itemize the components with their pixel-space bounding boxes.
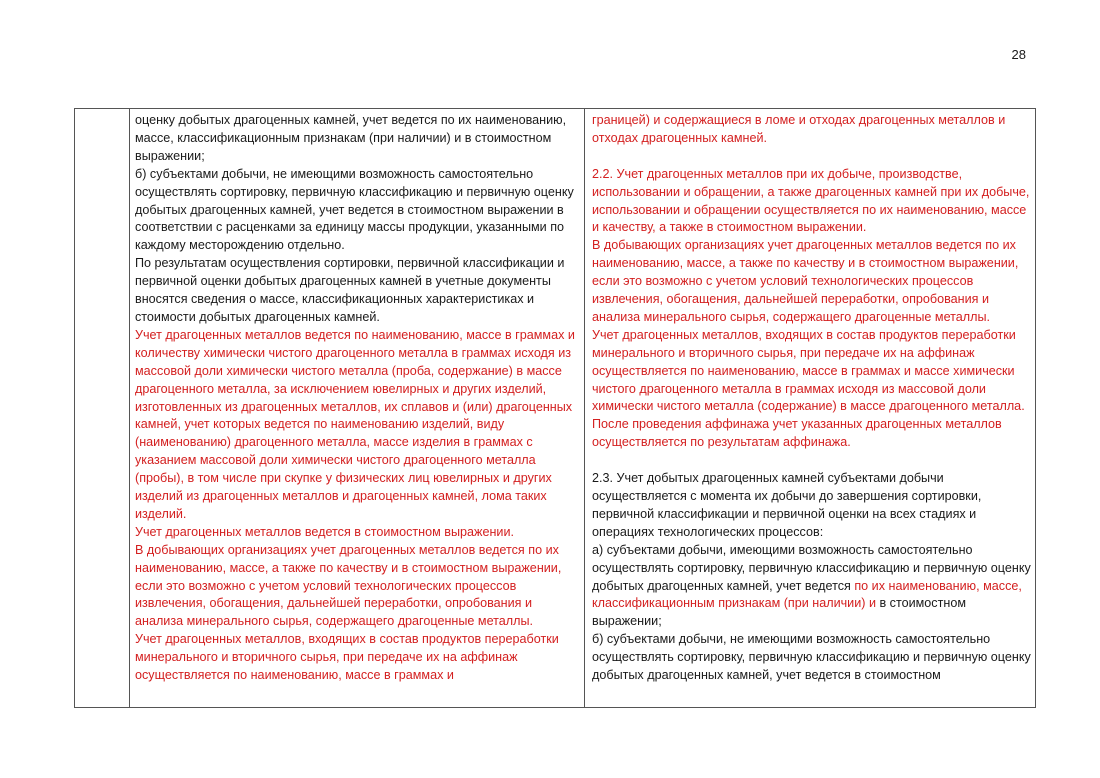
paragraph-text: Учет драгоценных металлов, входящих в состав продуктов переработки минерального и вторичного сырья, при передаче их на аффинаж осуществляется по наименованию, массе в граммах и: [135, 632, 559, 683]
comparison-table: [74, 108, 1036, 708]
paragraph-text: Учет драгоценных металлов ведется по наименованию, массе в граммах и количеству химически чистого драгоценного металла в граммах исходя из массовой доли химически чистого металла (проба, содержание) в массе драгоценного металла, за исключением ювелирных и других изделий, изготовленных из драгоценных металлов, их сплавов и (или) драгоценных камней, учет которых ведется по наименованию изделий, виду (наименованию) драгоценного металла, массе изделия в граммах с указанием массовой доли химически чистого драгоценного металла (пробы), в том числе при скупке у физических лиц ювелирных и других изделий из драгоценных металлов и драгоценных камней, лома таких изделий.: [135, 327, 575, 521]
table-paragraph: [135, 327, 580, 524]
table-paragraph: [135, 166, 580, 256]
table-paragraph: [592, 112, 1032, 148]
paragraph-text: В добывающих организациях учет драгоценных металлов ведется по их наименованию, массе, а также по качеству и в стоимостном выражении, если это возможно с учетом условий технологических процессов извлечения, обогащения, дальнейшей переработки, опробования и анализа минерального сырья, содержащего драгоценные металлы.: [592, 238, 1019, 324]
table-column-divider: [584, 109, 585, 707]
paragraph-text: б) субъектами добычи, не имеющими возможность самостоятельно осуществлять сортировку, первичную классификацию и первичную оценку добытых драгоценных камней, учет ведется в стоимостном: [592, 632, 1031, 683]
table-paragraph: [592, 166, 1032, 238]
paragraph-highlight: по их наименованию, массе, классификационным признакам (при наличии) и: [592, 578, 1022, 611]
table-paragraph: [135, 542, 580, 632]
paragraph-text: Учет драгоценных металлов, входящих в состав продуктов переработки минерального и вторичного сырья, при передаче их на аффинаж осуществляется по наименованию, массе в граммах и массе химически чистого драгоценного металла в граммах исходя из массовой доли химически чистого металла (содержание) в массе драгоценного металла. После проведения аффинажа учет указанных драгоценных металлов осуществляется по результатам аффинажа.: [592, 327, 1025, 450]
paragraph-text: границей) и содержащиеся в ломе и отходах драгоценных металлов и отходах драгоценных камней.: [592, 113, 1006, 145]
table-paragraph: [592, 327, 1032, 452]
table-paragraph: [592, 237, 1032, 327]
paragraph-text: В добывающих организациях учет драгоценных металлов ведется по их наименованию, массе, а также по качеству и в стоимостном выражении, если это возможно с учетом условий технологических процессов извлечения, обогащения, дальнейшей переработки, опробования и анализа минерального сырья, содержащего драгоценные металлы.: [135, 542, 562, 629]
paragraph-text: оценку добытых драгоценных камней, учет ведется по их наименованию, массе, классификационным признакам (при наличии) и в стоимостном выражении;: [135, 113, 567, 163]
paragraph-text: 2.3. Учет добытых драгоценных камней субъектами добычи осуществляется с момента их добычи до завершения сортировки, первичной классификации и первичной оценки на всех стадиях и операциях технологических процессов:: [592, 471, 982, 539]
paragraph-text: а) субъектами добычи, имеющими возможность самостоятельно осуществлять сортировку, первичную классификацию и первичную оценку добытых драгоценных камней, учет ведется: [592, 542, 1031, 593]
table-column-divider: [129, 109, 130, 707]
table-paragraph: [135, 631, 580, 685]
table-paragraph: [592, 470, 1032, 542]
table-paragraph: [592, 631, 1032, 685]
table-paragraph: [135, 112, 580, 166]
paragraph-text: Учет драгоценных металлов ведется в стоимостном выражении.: [135, 524, 514, 539]
table-paragraph: [592, 542, 1032, 632]
paragraph-text: 2.2. Учет драгоценных металлов при их добыче, производстве, использовании и обращении, а также драгоценных камней при их добыче, использовании и обращении осуществляется по их наименованию, массе и качеству, а также в стоимостном выражении.: [592, 166, 1030, 235]
paragraph-gap: [592, 148, 1032, 166]
paragraph-text-tail: в стоимостном выражении;: [592, 596, 966, 629]
paragraph-gap: [592, 452, 1032, 470]
table-paragraph: [135, 255, 580, 327]
table-cell-current-text: [135, 112, 580, 685]
paragraph-text: По результатам осуществления сортировки, первичной классификации и первичной оценки добытых драгоценных камней в учетные документы вносятся сведения о массе, классификационных характеристиках и стоимости добытых драгоценных камней.: [135, 256, 565, 324]
table-paragraph: [135, 524, 580, 542]
paragraph-text: б) субъектами добычи, не имеющими возможность самостоятельно осуществлять сортировку, первичную классификацию и первичную оценку добытых драгоценных камней, учет ведется в стоимостном выражении в соответствии с расценками за единицу массы продукции, указанными по каждому месторождению отдельно.: [135, 166, 574, 253]
table-cell-revised-text: [592, 112, 1032, 685]
page-number: 28: [1011, 47, 1026, 62]
